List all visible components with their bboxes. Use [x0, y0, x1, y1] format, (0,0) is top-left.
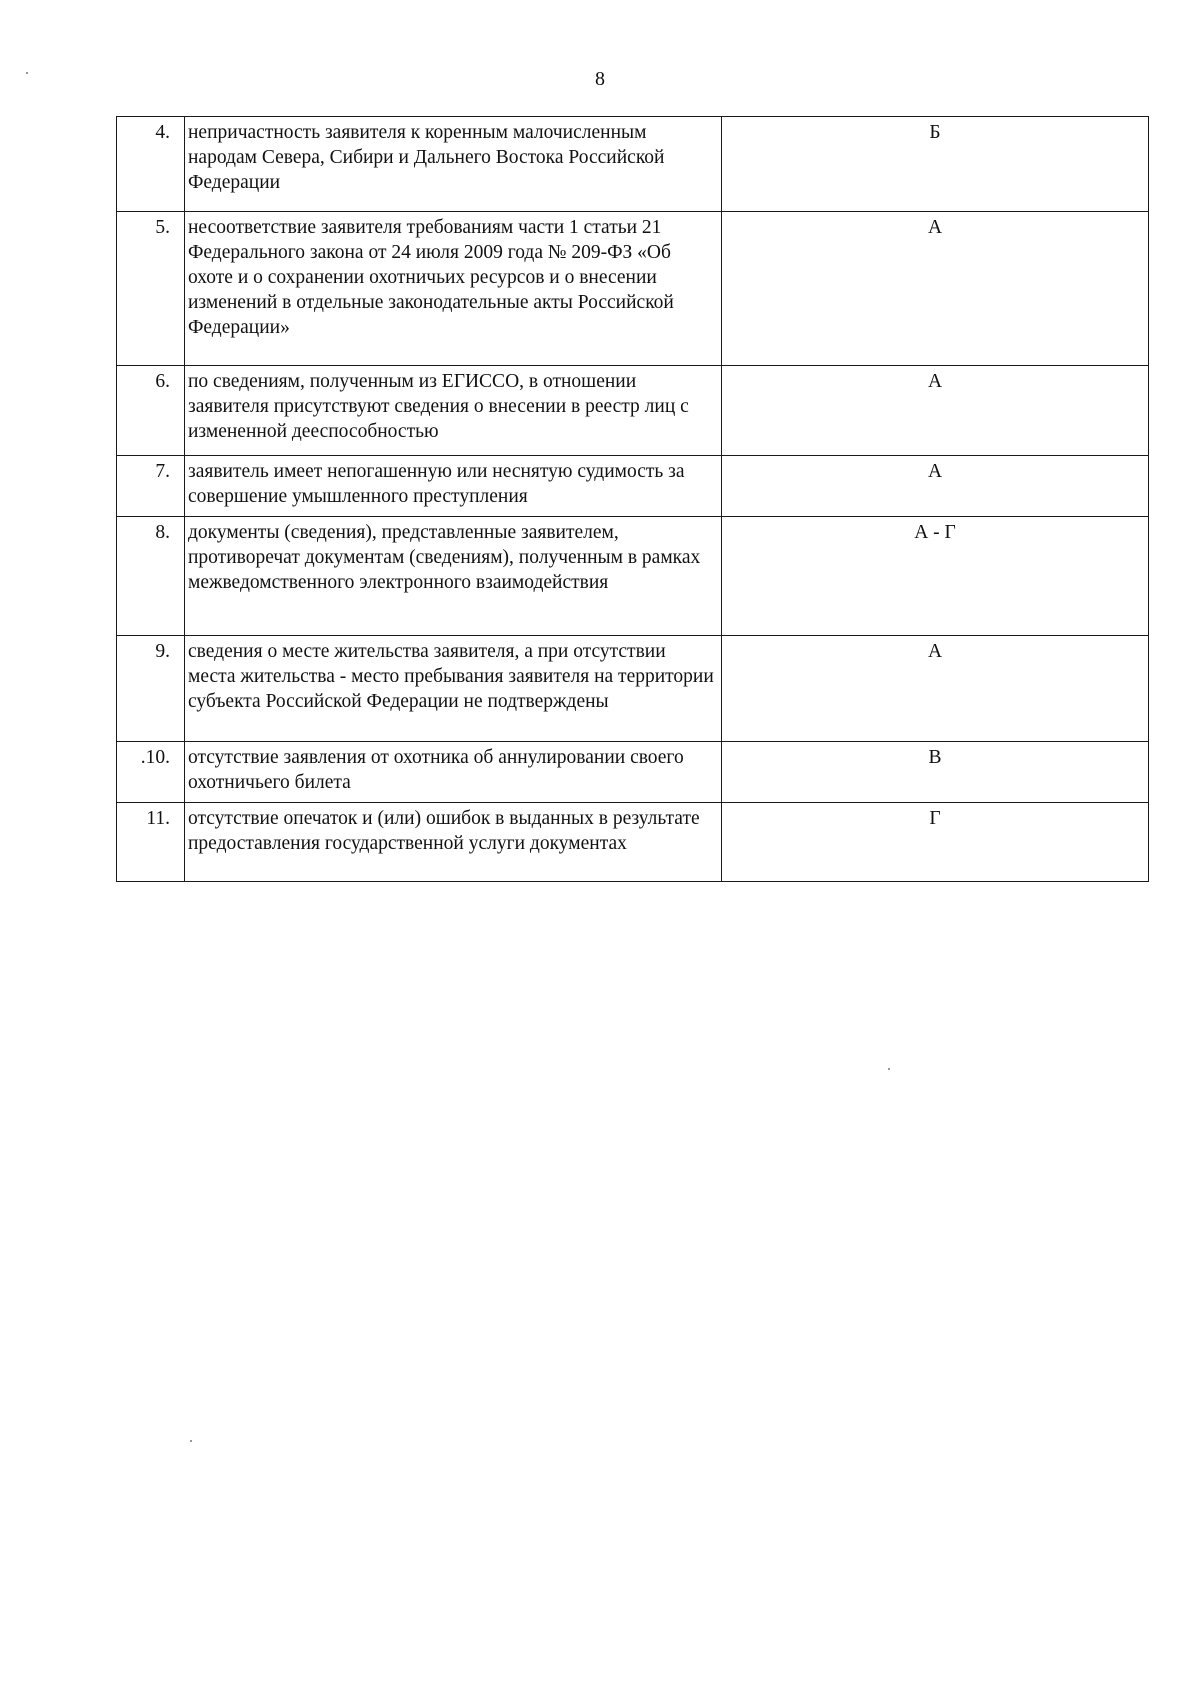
scan-speck: [26, 72, 28, 74]
row-description: сведения о месте жительства заявителя, а при отсутствии места жительства - место пребывания заявителя на территории субъекта Российской Федерации не подтверждены: [185, 636, 722, 742]
row-description: заявитель имеет непогашенную или неснятую судимость за совершение умышленного преступления: [185, 456, 722, 517]
row-code: А: [722, 636, 1149, 742]
page-number: 8: [595, 68, 605, 90]
scan-speck: [190, 1440, 192, 1442]
row-number: 11.: [117, 803, 185, 882]
table-row: [117, 742, 1149, 803]
row-description: несоответствие заявителя требованиям части 1 статьи 21 Федерального закона от 24 июля 2009 года № 209-ФЗ «Об охоте и о сохранении охотничьих ресурсов и о внесении изменений в отдельные законодательные акты Российской Федерации»: [185, 212, 722, 366]
row-description: отсутствие опечаток и (или) ошибок в выданных в результате предоставления государственной услуги документах: [185, 803, 722, 882]
row-number: .10.: [117, 742, 185, 803]
row-code: А: [722, 212, 1149, 366]
row-code: Г: [722, 803, 1149, 882]
row-code: А: [722, 456, 1149, 517]
row-number: 8.: [117, 517, 185, 636]
row-description: документы (сведения), представленные заявителем, противоречат документам (сведениям), полученным в рамках межведомственного электронного взаимодействия: [185, 517, 722, 636]
row-code: А: [722, 366, 1149, 456]
table-row: [117, 517, 1149, 636]
row-description: непричастность заявителя к коренным малочисленным народам Севера, Сибири и Дальнего Востока Российской Федерации: [185, 117, 722, 212]
table-row: [117, 456, 1149, 517]
row-description: отсутствие заявления от охотника об аннулировании своего охотничьего билета: [185, 742, 722, 803]
scan-speck: [888, 1068, 890, 1070]
table-row: [117, 212, 1149, 366]
row-number: 4.: [117, 117, 185, 212]
row-description: по сведениям, полученным из ЕГИССО, в отношении заявителя присутствуют сведения о внесении в реестр лиц с измененной дееспособностью: [185, 366, 722, 456]
table-row: [117, 636, 1149, 742]
table-row: [117, 803, 1149, 882]
table-row: [117, 366, 1149, 456]
row-code: В: [722, 742, 1149, 803]
row-number: 9.: [117, 636, 185, 742]
table-row: [117, 117, 1149, 212]
row-number: 5.: [117, 212, 185, 366]
row-code: Б: [722, 117, 1149, 212]
row-number: 6.: [117, 366, 185, 456]
row-code: А - Г: [722, 517, 1149, 636]
refusal-grounds-table: [116, 116, 1149, 882]
row-number: 7.: [117, 456, 185, 517]
